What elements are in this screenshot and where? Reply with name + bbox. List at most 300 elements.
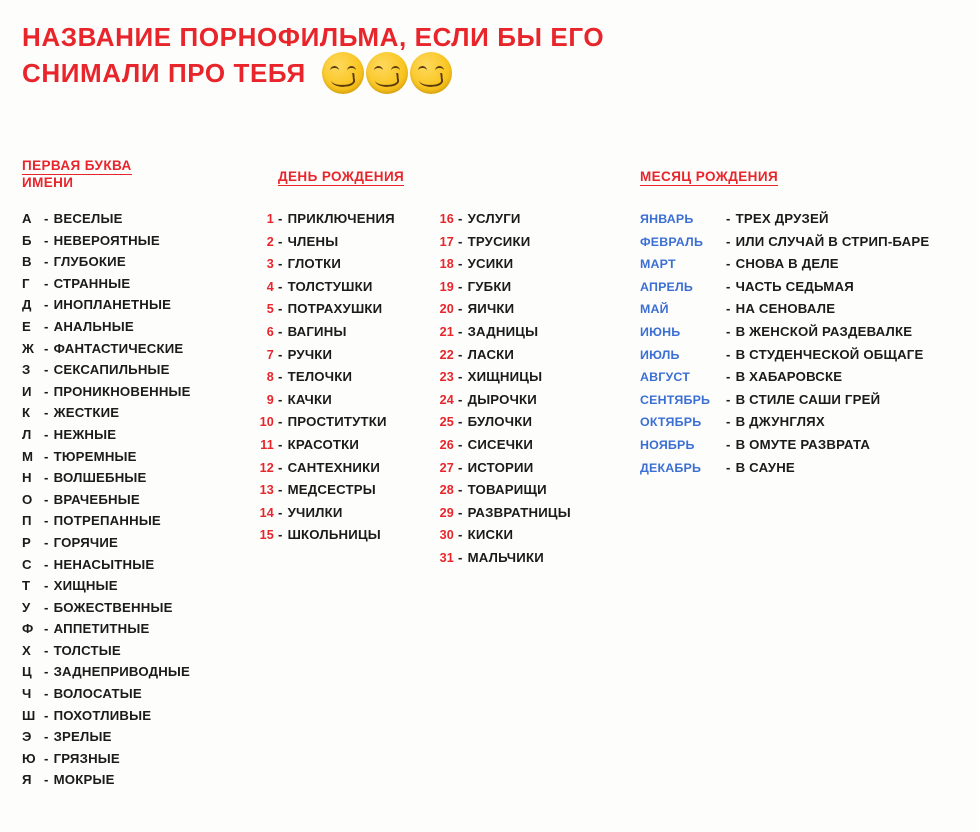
list-item-dash: - xyxy=(44,642,49,658)
list-item-dash: - xyxy=(726,436,731,452)
list-item-key: 21 xyxy=(439,324,454,339)
list-item xyxy=(22,554,191,576)
list-item xyxy=(432,208,571,231)
list-item-value: ВРАЧЕБНЫЕ xyxy=(53,491,140,507)
list-item-dash: - xyxy=(278,369,283,385)
list-item xyxy=(22,381,191,403)
list-item-dash: - xyxy=(458,256,463,272)
list-item-key: 20 xyxy=(439,302,454,317)
list-item-value: НЕВЕРОЯТНЫЕ xyxy=(53,232,160,248)
list-item-value: УСЛУГИ xyxy=(467,211,521,226)
list-item xyxy=(252,524,395,547)
list-item-key: Р xyxy=(22,534,31,550)
list-item xyxy=(432,366,571,389)
list-item xyxy=(252,321,395,344)
list-item-key: 22 xyxy=(439,347,454,362)
list-item-dash: - xyxy=(726,233,731,249)
list-item xyxy=(22,661,191,683)
list-item-value: УЧИЛКИ xyxy=(287,504,343,520)
list-item-value: МОКРЫЕ xyxy=(53,772,115,788)
list-item-key: 12 xyxy=(259,460,274,475)
list-item-dash: - xyxy=(44,750,49,766)
list-item xyxy=(252,411,395,434)
list-item-key: Т xyxy=(22,578,31,594)
list-item-key: ФЕВРАЛЬ xyxy=(640,234,704,249)
list-item-value: ТОЛСТЫЕ xyxy=(53,642,121,658)
list-day-1-15 xyxy=(252,208,395,547)
list-item-value: ЧЛЕНЫ xyxy=(287,233,339,249)
list-item-key: 15 xyxy=(259,528,274,543)
list-item-value: ШКОЛЬНИЦЫ xyxy=(287,527,381,543)
list-item-key: 3 xyxy=(266,257,274,272)
list-item-value: РАЗВРАТНИЦЫ xyxy=(467,504,571,520)
list-item-key: Ю xyxy=(22,750,36,766)
list-item-key: 5 xyxy=(266,302,274,317)
list-item-dash: - xyxy=(458,504,463,520)
list-item-dash: - xyxy=(44,232,49,248)
smirking-face-emoji xyxy=(410,52,452,94)
list-item-key: 29 xyxy=(439,505,454,520)
list-item-value: ПРОСТИТУТКИ xyxy=(287,414,387,430)
list-item-dash: - xyxy=(458,414,463,430)
list-item xyxy=(22,230,191,252)
emoji-mouth xyxy=(374,73,399,88)
list-item-dash: - xyxy=(44,513,49,529)
list-item-key: З xyxy=(22,362,31,378)
list-item-key: СЕНТЯБРЬ xyxy=(640,392,711,407)
list-item-value: ХИЩНЫЕ xyxy=(53,578,118,594)
list-item-key: 17 xyxy=(439,234,454,249)
title-line-1: НАЗВАНИЕ ПОРНОФИЛЬМА, ЕСЛИ БЫ ЕГО xyxy=(22,22,605,52)
list-item xyxy=(432,479,571,502)
list-item-dash: - xyxy=(44,491,49,507)
emoji-eye-left xyxy=(374,66,383,72)
list-item xyxy=(640,276,929,299)
list-item xyxy=(22,769,191,791)
list-item-dash: - xyxy=(44,448,49,464)
list-item-dash: - xyxy=(458,301,463,317)
list-item-value: ТРУСИКИ xyxy=(467,233,531,249)
list-item-key: Н xyxy=(22,470,32,486)
list-item-value: ТЕЛОЧКИ xyxy=(287,369,353,385)
list-item-value: МАЛЬЧИКИ xyxy=(467,549,544,565)
list-item-value: ВАГИНЫ xyxy=(287,323,347,339)
list-item xyxy=(252,253,395,276)
list-day-16-31 xyxy=(432,208,571,570)
list-item-value: УСИКИ xyxy=(467,256,514,272)
list-item-value: ИСТОРИИ xyxy=(467,459,534,475)
list-item-dash: - xyxy=(44,383,49,399)
list-item-key: 4 xyxy=(266,279,274,294)
list-item-dash: - xyxy=(278,459,283,475)
list-item-dash: - xyxy=(726,278,731,294)
list-item-key: В xyxy=(22,254,32,270)
list-item-key: ОКТЯБРЬ xyxy=(640,415,702,430)
list-item-value: КАЧКИ xyxy=(287,391,332,407)
list-item xyxy=(22,510,191,532)
list-item-value: ВОЛОСАТЫЕ xyxy=(53,686,142,702)
list-item-key: Ф xyxy=(22,621,34,637)
list-item xyxy=(432,524,571,547)
list-item xyxy=(22,467,191,489)
list-item xyxy=(432,298,571,321)
list-item-value: ТРЕХ ДРУЗЕЙ xyxy=(735,211,829,226)
title-line-2: СНИМАЛИ ПРО ТЕБЯ xyxy=(22,58,306,88)
list-item-key: 18 xyxy=(439,257,454,272)
list-item-dash: - xyxy=(44,707,49,723)
list-item-value: КРАСОТКИ xyxy=(287,436,360,452)
list-item-dash: - xyxy=(458,549,463,565)
list-item-value: ЗАДНЕПРИВОДНЫЕ xyxy=(53,664,191,680)
list-item-value: ПОТРАХУШКИ xyxy=(287,301,383,317)
list-item-dash: - xyxy=(458,278,463,294)
list-item-dash: - xyxy=(44,405,49,421)
list-item-dash: - xyxy=(278,323,283,339)
list-item xyxy=(432,321,571,344)
list-item-dash: - xyxy=(458,233,463,249)
emoji-mouth xyxy=(330,73,355,88)
list-item-value: ЯИЧКИ xyxy=(467,301,515,317)
list-item-value: ДЫРОЧКИ xyxy=(467,391,537,407)
list-item xyxy=(252,366,395,389)
right-edge-fade xyxy=(974,0,980,832)
list-item-key: Е xyxy=(22,318,31,334)
list-item-dash: - xyxy=(44,470,49,486)
list-item xyxy=(432,344,571,367)
list-item-key: 28 xyxy=(439,483,454,498)
list-item-value: ПРОНИКНОВЕННЫЕ xyxy=(53,383,191,399)
emoji-row xyxy=(322,52,452,94)
list-item-key: С xyxy=(22,556,32,572)
list-item-value: ВЕСЕЛЫЕ xyxy=(53,211,123,226)
list-item-value: ФАНТАСТИЧЕСКИЕ xyxy=(53,340,184,356)
list-item-dash: - xyxy=(458,459,463,475)
list-item-value: ЗАДНИЦЫ xyxy=(467,323,539,339)
list-item-key: 26 xyxy=(439,437,454,452)
list-item xyxy=(22,316,191,338)
list-item-dash: - xyxy=(44,426,49,442)
list-item-value: ПОТРЕПАННЫЕ xyxy=(53,513,161,529)
list-item xyxy=(640,298,929,321)
list-item-dash: - xyxy=(44,578,49,594)
list-item-dash: - xyxy=(726,256,731,272)
list-item-dash: - xyxy=(44,254,49,270)
list-item-value: НА СЕНОВАЛЕ xyxy=(735,301,836,317)
list-item-value: В ХАБАРОВСКЕ xyxy=(735,369,843,385)
list-item-value: САНТЕХНИКИ xyxy=(287,459,381,475)
list-item-value: ЗРЕЛЫЕ xyxy=(53,729,112,745)
list-item-value: РУЧКИ xyxy=(287,346,333,362)
list-item-dash: - xyxy=(458,391,463,407)
list-item-value: ПОХОТЛИВЫЕ xyxy=(53,707,152,723)
list-item-key: 2 xyxy=(266,234,274,249)
list-item-key: 25 xyxy=(439,415,454,430)
list-item xyxy=(640,411,929,434)
list-item xyxy=(640,321,929,344)
list-item xyxy=(22,359,191,381)
emoji-eye-left xyxy=(330,66,339,72)
list-item-key: 31 xyxy=(439,550,454,565)
list-item-value: ВОЛШЕБНЫЕ xyxy=(53,470,147,486)
list-item-key: 14 xyxy=(259,505,274,520)
list-item-key: Л xyxy=(22,426,32,442)
list-item-key: 9 xyxy=(266,392,274,407)
list-item-key: 24 xyxy=(439,392,454,407)
emoji-eye-right xyxy=(435,66,444,72)
list-item xyxy=(22,424,191,446)
list-item xyxy=(252,231,395,254)
list-item-value: ИНОПЛАНЕТНЫЕ xyxy=(53,297,172,313)
list-item-value: МЕДСЕСТРЫ xyxy=(287,482,376,498)
list-item-key: У xyxy=(22,599,31,615)
list-item xyxy=(22,597,191,619)
list-item-key: 13 xyxy=(259,483,274,498)
column-heading-name-line2: ИМЕНИ xyxy=(22,175,74,190)
list-item xyxy=(22,402,191,424)
list-item xyxy=(252,479,395,502)
list-item-value: ХИЩНИЦЫ xyxy=(467,369,543,385)
list-item-key: 10 xyxy=(259,415,274,430)
column-heading-name-line1: ПЕРВАЯ БУКВА xyxy=(22,158,132,173)
list-item xyxy=(640,253,929,276)
list-item xyxy=(252,457,395,480)
list-item-value: ИЛИ СЛУЧАЙ В СТРИП-БАРЕ xyxy=(735,233,930,249)
list-item-key: М xyxy=(22,448,34,464)
emoji-eye-right xyxy=(347,66,356,72)
list-item-key: Ц xyxy=(22,664,32,680)
column-heading-month: МЕСЯЦ РОЖДЕНИЯ xyxy=(640,169,779,184)
list-item xyxy=(252,276,395,299)
list-item-key: ИЮНЬ xyxy=(640,324,681,339)
list-item xyxy=(22,532,191,554)
list-item xyxy=(22,273,191,295)
list-item xyxy=(432,502,571,525)
list-item-value: ЛАСКИ xyxy=(467,346,515,362)
list-item-dash: - xyxy=(44,599,49,615)
list-item xyxy=(432,253,571,276)
list-item xyxy=(22,294,191,316)
list-item-dash: - xyxy=(44,621,49,637)
list-item-dash: - xyxy=(278,211,283,226)
list-item-key: 1 xyxy=(266,212,274,226)
list-item-dash: - xyxy=(44,340,49,356)
list-item xyxy=(640,366,929,389)
list-item-dash: - xyxy=(278,414,283,430)
list-item-key: К xyxy=(22,405,31,421)
list-item-dash: - xyxy=(44,362,49,378)
column-heading-day: ДЕНЬ РОЖДЕНИЯ xyxy=(278,169,405,184)
smirking-face-emoji xyxy=(322,52,364,94)
list-item xyxy=(640,457,929,480)
list-item-dash: - xyxy=(278,256,283,272)
list-item-value: ЖЕСТКИЕ xyxy=(53,405,120,421)
list-item-value: СЕКСАПИЛЬНЫЕ xyxy=(53,362,170,378)
list-item-dash: - xyxy=(44,686,49,702)
list-item-dash: - xyxy=(278,527,283,543)
list-item xyxy=(22,446,191,468)
list-item xyxy=(252,344,395,367)
emoji-mouth xyxy=(418,73,443,88)
list-item-key: А xyxy=(22,211,32,226)
list-item xyxy=(22,748,191,770)
list-item-dash: - xyxy=(726,391,731,407)
list-item-dash: - xyxy=(44,772,49,788)
list-item xyxy=(432,276,571,299)
list-item xyxy=(432,547,571,570)
list-item-key: 6 xyxy=(266,324,274,339)
list-item-dash: - xyxy=(458,369,463,385)
list-month xyxy=(640,208,929,479)
list-item-dash: - xyxy=(44,318,49,334)
list-item-key: Ж xyxy=(22,340,35,356)
list-item-key: Э xyxy=(22,729,32,745)
list-item-value: БУЛОЧКИ xyxy=(467,414,533,430)
list-item xyxy=(432,231,571,254)
list-item-dash: - xyxy=(44,729,49,745)
smirking-face-emoji xyxy=(366,52,408,94)
list-item xyxy=(22,208,191,230)
list-item-dash: - xyxy=(44,534,49,550)
list-item-key: МАРТ xyxy=(640,257,676,272)
list-item-value: ТОВАРИЩИ xyxy=(467,482,547,498)
list-item-dash: - xyxy=(726,346,731,362)
list-item-dash: - xyxy=(44,664,49,680)
list-item-dash: - xyxy=(44,556,49,572)
list-item xyxy=(252,389,395,412)
list-item-value: НЕЖНЫЕ xyxy=(53,426,117,442)
list-item xyxy=(22,489,191,511)
list-item-dash: - xyxy=(726,323,731,339)
title-line-2-row xyxy=(22,52,722,94)
list-item-dash: - xyxy=(278,504,283,520)
list-item-value: ПРИКЛЮЧЕНИЯ xyxy=(287,211,395,226)
emoji-eye-right xyxy=(391,66,400,72)
list-item xyxy=(640,208,929,231)
list-item-dash: - xyxy=(458,527,463,543)
list-item-value: БОЖЕСТВЕННЫЕ xyxy=(53,599,173,615)
list-item-dash: - xyxy=(278,346,283,362)
list-item-dash: - xyxy=(44,275,49,291)
list-item-key: 23 xyxy=(439,370,454,385)
list-item-key: 7 xyxy=(266,347,274,362)
list-item-value: В ОМУТЕ РАЗВРАТА xyxy=(735,436,871,452)
list-item xyxy=(22,251,191,273)
list-item-dash: - xyxy=(458,482,463,498)
list-item-key: НОЯБРЬ xyxy=(640,437,695,452)
list-item xyxy=(22,683,191,705)
page-title xyxy=(22,22,722,94)
list-item-dash: - xyxy=(726,211,731,226)
list-item xyxy=(252,208,395,231)
list-item xyxy=(432,434,571,457)
list-item-dash: - xyxy=(278,233,283,249)
list-item-dash: - xyxy=(726,414,731,430)
list-item xyxy=(640,231,929,254)
list-item-dash: - xyxy=(44,211,49,226)
list-item xyxy=(22,575,191,597)
list-item-dash: - xyxy=(458,323,463,339)
list-item xyxy=(432,457,571,480)
list-item-value: ГОРЯЧИЕ xyxy=(53,534,119,550)
list-item-key: И xyxy=(22,383,32,399)
list-item xyxy=(432,411,571,434)
list-item-value: ЧАСТЬ СЕДЬМАЯ xyxy=(735,278,854,294)
list-item-value: В ДЖУНГЛЯХ xyxy=(735,414,825,430)
list-item-value: В СТИЛЕ САШИ ГРЕЙ xyxy=(735,391,881,407)
list-item-value: В ЖЕНСКОЙ РАЗДЕВАЛКЕ xyxy=(735,323,913,339)
list-item-value: АНАЛЬНЫЕ xyxy=(53,318,134,334)
list-item-key: Ш xyxy=(22,707,36,723)
list-item-key: Х xyxy=(22,642,31,658)
list-item xyxy=(22,618,191,640)
list-item xyxy=(22,705,191,727)
list-item xyxy=(432,389,571,412)
list-item-key: Б xyxy=(22,232,32,248)
list-item xyxy=(22,338,191,360)
list-item xyxy=(252,502,395,525)
list-item-dash: - xyxy=(278,482,283,498)
list-item-dash: - xyxy=(44,297,49,313)
list-first-letter xyxy=(22,208,191,791)
list-item-value: ГЛОТКИ xyxy=(287,256,342,272)
list-item-key: 27 xyxy=(439,460,454,475)
list-item-key: ДЕКАБРЬ xyxy=(640,460,702,475)
list-item-value: СИСЕЧКИ xyxy=(467,436,534,452)
list-item xyxy=(252,434,395,457)
list-item-key: О xyxy=(22,491,33,507)
list-item-key: Г xyxy=(22,275,30,291)
list-item-key: 30 xyxy=(439,528,454,543)
list-item-key: Ч xyxy=(22,686,32,702)
list-item-key: 19 xyxy=(439,279,454,294)
list-item-dash: - xyxy=(278,301,283,317)
list-item-dash: - xyxy=(458,211,463,226)
list-item-key: ИЮЛЬ xyxy=(640,347,680,362)
list-item-key: Я xyxy=(22,772,32,788)
list-item-value: НЕНАСЫТНЫЕ xyxy=(53,556,155,572)
list-item xyxy=(640,344,929,367)
list-item-value: ГРЯЗНЫЕ xyxy=(53,750,120,766)
list-item xyxy=(22,640,191,662)
list-item-dash: - xyxy=(458,346,463,362)
list-item-key: ЯНВАРЬ xyxy=(640,212,694,226)
list-item xyxy=(22,726,191,748)
list-item-key: П xyxy=(22,513,32,529)
list-item-value: СТРАННЫЕ xyxy=(53,275,131,291)
list-item-dash: - xyxy=(278,278,283,294)
list-item-key: АВГУСТ xyxy=(640,370,691,385)
list-item-dash: - xyxy=(726,369,731,385)
list-item-key: Д xyxy=(22,297,32,313)
list-item-value: АППЕТИТНЫЕ xyxy=(53,621,150,637)
list-item xyxy=(252,298,395,321)
list-item-dash: - xyxy=(726,459,731,475)
list-item-value: ГУБКИ xyxy=(467,278,512,294)
list-item-value: В СТУДЕНЧЕСКОЙ ОБЩАГЕ xyxy=(735,346,924,362)
list-item-dash: - xyxy=(278,436,283,452)
list-item-key: МАЙ xyxy=(640,302,669,317)
list-item-value: ТОЛСТУШКИ xyxy=(287,278,373,294)
list-item-value: КИСКИ xyxy=(467,527,514,543)
list-item-value: ГЛУБОКИЕ xyxy=(53,254,126,270)
list-item-value: В САУНЕ xyxy=(735,459,795,475)
list-item xyxy=(640,434,929,457)
list-item-key: 8 xyxy=(266,370,274,385)
list-item-dash: - xyxy=(458,436,463,452)
list-item xyxy=(640,389,929,412)
list-item-dash: - xyxy=(726,301,731,317)
list-item-value: ТЮРЕМНЫЕ xyxy=(53,448,137,464)
